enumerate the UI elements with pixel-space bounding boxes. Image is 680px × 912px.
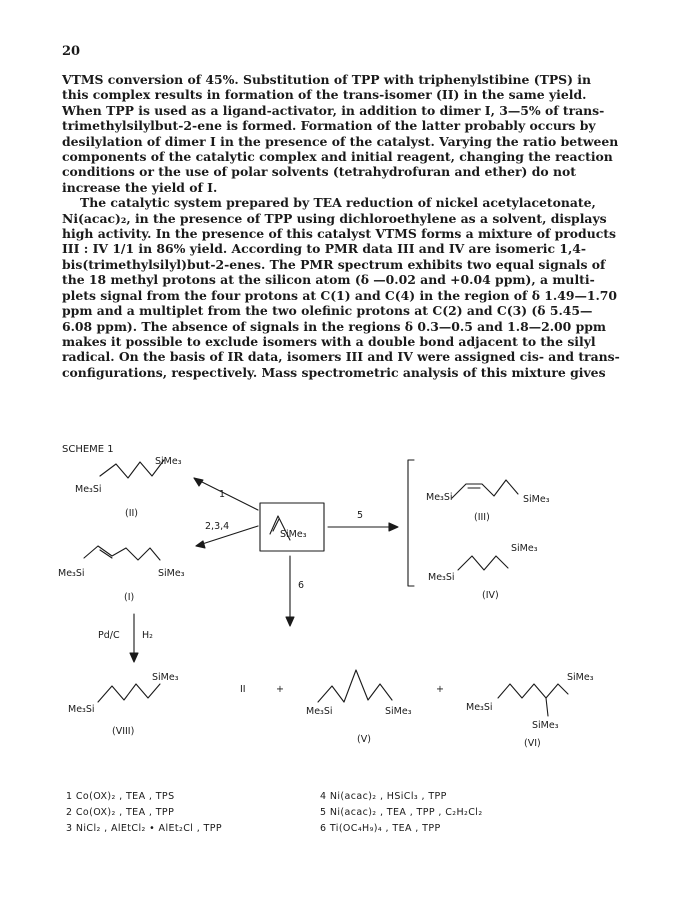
text-line: 6.08 ppm). The absence of signals in the regions δ 0.3—0.5 and 1.8—2.00 ppm xyxy=(62,318,607,334)
text-line: configurations, respectively. Mass spectrometric analysis of this mixture gives xyxy=(62,364,606,380)
arrow-label-1: 1 xyxy=(219,489,226,500)
legend-item: 3 NiCl₂ , AlEtCl₂ • AlEt₂Cl , TPP xyxy=(66,823,223,834)
plus-sign: + xyxy=(276,684,284,695)
compound-label-IV: (IV) xyxy=(482,590,499,601)
text-line: components of the catalytic complex and initial reagent, changing the reaction xyxy=(62,149,613,165)
label-h2: H₂ xyxy=(142,630,153,641)
label-me3si: Me₃Si xyxy=(75,484,102,495)
label-me3si: Me₃Si xyxy=(426,492,453,503)
arrow-1 xyxy=(194,478,258,510)
legend-right xyxy=(320,791,483,839)
legend-item: 4 Ni(acac)₂ , HSiCl₃ , TPP xyxy=(320,791,447,802)
text-line: When TPP is used as a ligand-activator, in addition to dimer I, 3—5% of trans- xyxy=(62,102,605,118)
text-line: Ni(acac)₂, in the presence of TPP using dichloroethylene as a solvent, displays xyxy=(62,210,607,226)
label-me3si: Me₃Si xyxy=(428,572,455,583)
legend-item: 1 Co(OX)₂ , TEA , TPS xyxy=(66,791,175,802)
text-line: the 18 methyl protons at the silicon atom (δ —0.02 and +0.04 ppm), a multi- xyxy=(62,272,595,288)
text-line: The catalytic system prepared by TEA reduction of nickel acetylacetonate, xyxy=(80,195,596,211)
product-II-ref: II xyxy=(240,684,246,695)
arrow-label-5: 5 xyxy=(357,510,364,521)
compound-label-I: (I) xyxy=(124,592,135,603)
label-me3si: Me₃Si xyxy=(306,706,333,717)
legend-item: 5 Ni(acac)₂ , TEA , TPP , C₂H₂Cl₂ xyxy=(320,807,483,818)
label-sime3: SiMe₃ xyxy=(280,529,307,540)
text-line: increase the yield of I. xyxy=(62,179,218,195)
compound-label-VIII: (VIII) xyxy=(112,726,135,737)
text-line: VTMS conversion of 45%. Substitution of TPP with triphenylstibine (TPS) in xyxy=(62,72,591,87)
structure-VIII-chain xyxy=(98,684,160,702)
label-sime3: SiMe₃ xyxy=(567,672,594,683)
text-line: desilylation of dimer I in the presence of the catalyst. Varying the ratio between xyxy=(62,133,619,149)
label-sime3: SiMe₃ xyxy=(385,706,412,717)
text-line: makes it possible to exclude isomers with a double bond adjacent to the silyl xyxy=(62,333,596,349)
legend-item: 2 Co(OX)₂ , TEA , TPP xyxy=(66,807,175,818)
scheme-title: SCHEME 1 xyxy=(62,444,114,455)
compound-label-VI: (VI) xyxy=(524,738,541,749)
label-me3si: Me₃Si xyxy=(466,702,493,713)
label-sime3: SiMe₃ xyxy=(152,672,179,683)
text-line: ppm and a multiplet from the two olefinic protons at C(2) and C(3) (δ 5.45— xyxy=(62,303,593,319)
label-sime3: SiMe₃ xyxy=(155,456,182,467)
structure-IV-chain xyxy=(458,556,508,570)
compound-label-III: (III) xyxy=(474,512,490,523)
label-me3si: Me₃Si xyxy=(58,568,85,579)
compound-label-V: (V) xyxy=(357,734,371,745)
text-line: III : IV 1/1 in 86% yield. According to PMR data III and IV are isomeric 1,4- xyxy=(62,241,587,257)
plus-sign: + xyxy=(436,684,444,695)
structure-III-chain xyxy=(452,480,518,498)
legend-left xyxy=(66,791,222,839)
text-line: plets signal from the four protons at C(1) and C(4) in the region of δ 1.49—1.70 xyxy=(62,287,618,303)
label-pdc: Pd/C xyxy=(98,630,120,641)
text-line: conditions or the use of polar solvents (tetrahydrofuran and ether) do not xyxy=(62,164,576,180)
label-me3si: Me₃Si xyxy=(68,704,95,715)
label-sime3: SiMe₃ xyxy=(523,494,550,505)
page-number: 20 xyxy=(62,44,81,59)
products-brace xyxy=(408,460,414,586)
legend-item: 6 Ti(OC₄H₉)₄ , TEA , TPP xyxy=(320,823,441,834)
text-line: bis(trimethylsilyl)but-2-enes. The PMR spectrum exhibits two equal signals of xyxy=(62,256,606,272)
label-sime3: SiMe₃ xyxy=(511,543,538,554)
text-line: high activity. In the presence of this catalyst VTMS forms a mixture of products xyxy=(62,226,616,242)
text-line: trimethylsilylbut-2-ene is formed. Formation of the latter probably occurs by xyxy=(62,118,596,134)
text-line: radical. On the basis of IR data, isomers III and IV were assigned cis- and trans- xyxy=(62,349,620,365)
label-sime3: SiMe₃ xyxy=(158,568,185,579)
compound-label-II: (II) xyxy=(125,508,139,519)
structure-VI-chain xyxy=(498,684,568,698)
structure-I-chain xyxy=(84,546,160,560)
arrow-label-234: 2,3,4 xyxy=(205,521,230,532)
structure-V-chain xyxy=(318,670,392,702)
reactant-box xyxy=(260,503,324,551)
arrow-label-6: 6 xyxy=(298,580,305,591)
text-line: this complex results in formation of the trans-isomer (II) in the same yield. xyxy=(62,87,587,103)
label-sime3: SiMe₃ xyxy=(532,720,559,731)
